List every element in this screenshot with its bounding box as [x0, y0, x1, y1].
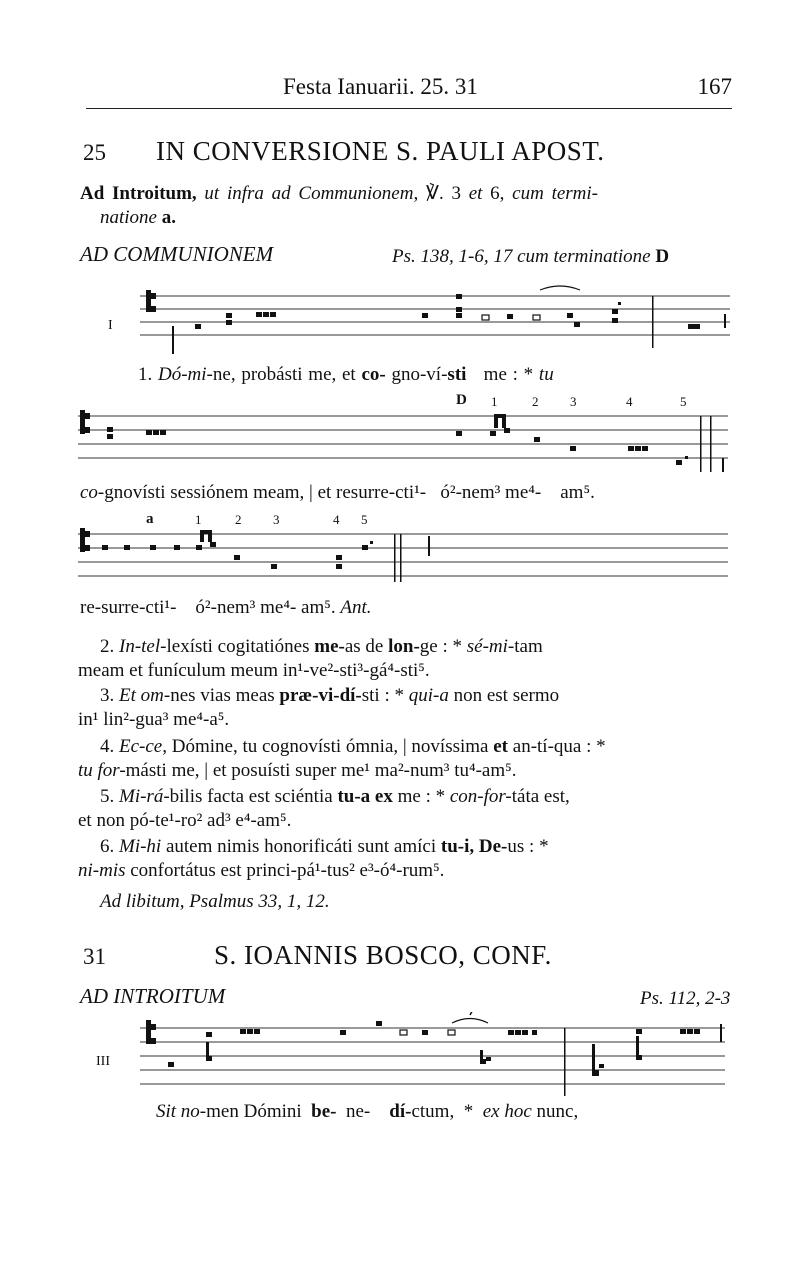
instruction-number: 6,: [490, 183, 505, 204]
termination-letter: D: [655, 246, 670, 267]
verse-number: 4.: [100, 736, 115, 757]
verse-accent: lon-: [388, 636, 420, 657]
psalm-verse-2: [100, 635, 543, 659]
verse-text: bilis facta est sciéntia: [169, 786, 333, 807]
instruction-ref: ut infra ad Communionem,: [204, 183, 419, 204]
verse-text: con-for-: [449, 786, 512, 807]
lyric-accent: sti: [447, 364, 467, 385]
chant-staff-3: [78, 522, 732, 590]
verse-text: ge : *: [419, 636, 463, 657]
termination-marker: a: [146, 511, 154, 527]
verse-text: me : *: [397, 786, 446, 807]
verse-text: qui-a: [408, 685, 449, 706]
communion-psalm-ref: [392, 245, 669, 269]
section-title: IN CONVERSIONE S. PAULI APOST.: [156, 136, 605, 166]
cadence-marker: 4: [626, 394, 633, 409]
verse-accent: tu-: [337, 786, 361, 807]
instruction-word: et: [468, 183, 483, 204]
lyric-syllable: Dó-mi-: [158, 364, 213, 385]
lyric-text: me⁴- am⁵.: [260, 597, 336, 618]
instruction-word: natione: [100, 207, 157, 228]
ad-libitum-note: Ad libitum, Psalmus 33, 1, 12.: [100, 891, 330, 912]
verse-text: as de: [344, 636, 384, 657]
verse-text: sé-mi-: [466, 636, 515, 657]
lyric-text: gnovísti sessiónem meam, | et resurre-cti¹-: [104, 482, 427, 503]
verse-number: 3.: [100, 685, 115, 706]
cadence-marker: 1: [195, 512, 202, 527]
header-title: Festa Ianuarii. 25. 31: [283, 74, 478, 99]
verse-text: us : *: [507, 836, 549, 857]
verse-continuation: et non pó-te¹-ro² ad³ e⁴-am⁵.: [78, 810, 292, 831]
lyric-text: gno-ví-: [391, 364, 448, 385]
lyric-text: Sit no-: [156, 1101, 207, 1122]
verse-text: táta est,: [511, 786, 570, 807]
lyric-text: nunc,: [536, 1101, 579, 1122]
verse-text: nes vias meas: [170, 685, 275, 706]
cadence-marker: 2: [532, 394, 539, 409]
verse-text: qua : *: [553, 736, 606, 757]
verse-text: másti me, | et posuísti super me¹ ma²-num³ tu⁴-am⁵.: [125, 760, 517, 781]
mode-number: III: [96, 1054, 110, 1069]
lyric-text: ne, probásti me, et: [212, 364, 356, 385]
psalm-verse-6: [100, 835, 549, 859]
header-rule: [86, 108, 732, 109]
verse-text: Mi-rá-: [119, 786, 170, 807]
cadence-marker: 5: [680, 394, 687, 409]
chant-staff-4: [140, 1012, 732, 1096]
mode-number: I: [108, 318, 113, 333]
section-number: 25: [83, 140, 106, 165]
page-number: 167: [697, 74, 732, 99]
antiphon-cue: Ant.: [340, 597, 372, 618]
lyric-text: ne-: [346, 1101, 371, 1122]
asterisk: *: [463, 1101, 474, 1122]
verse-accent: a: [360, 786, 371, 807]
chant-lyrics-4: [156, 1101, 578, 1123]
cadence-marker: 3: [273, 512, 280, 527]
verse-accent: De-: [478, 836, 508, 857]
communion-caption: AD COMMUNIONEM: [80, 242, 274, 266]
section-title: S. IOANNIS BOSCO, CONF.: [214, 940, 552, 970]
instruction-word: cum termi-: [512, 183, 599, 204]
verse-accent: tu-: [440, 836, 465, 857]
verse-text: Mi-hi: [119, 836, 162, 857]
lyric-text: ex hoc: [482, 1101, 532, 1122]
verse-text: Et om-: [119, 685, 171, 706]
verse-number: 6.: [100, 836, 115, 857]
introit-psalm-ref: Ps. 112, 2-3: [640, 988, 731, 1009]
cadence-marker: 1: [491, 394, 498, 409]
instruction-label: Ad Introitum,: [80, 183, 197, 204]
verse-text: ni-mis: [78, 860, 126, 881]
lyric-text: tu: [538, 364, 554, 385]
lyric-text: ó²-nem³: [195, 597, 256, 618]
verse-accent: ex: [374, 786, 393, 807]
verse-number: 5.: [100, 786, 115, 807]
lyric-text: ctum,: [411, 1101, 455, 1122]
psalm-verse-4: [100, 735, 606, 759]
verse-continuation: in¹ lin²-gua³ me⁴-a⁵.: [78, 709, 230, 730]
instruction-termination: a.: [161, 207, 176, 228]
lyric-text: ó²-nem³ me⁴-: [440, 482, 542, 503]
lyric-text: re-surre-cti¹-: [80, 597, 177, 618]
verse-text: sti : *: [361, 685, 404, 706]
lyric-accent: dí-: [389, 1101, 412, 1122]
lyric-text: me :: [483, 364, 518, 385]
asterisk: *: [523, 364, 534, 385]
cadence-marker: 4: [333, 512, 340, 527]
lyric-accent: be-: [311, 1101, 337, 1122]
verse-text: Ec-ce,: [119, 736, 167, 757]
introit-caption: AD INTROITUM: [80, 984, 226, 1008]
verse-text: autem nimis honorificáti sunt amíci: [165, 836, 437, 857]
psalm-verse-3: [100, 684, 559, 708]
lyric-text: men Dómini: [206, 1101, 302, 1122]
running-header: [86, 74, 732, 108]
lyric-text: am⁵.: [560, 482, 595, 503]
verse-text: an-tí-: [512, 736, 554, 757]
chant-lyrics-3: [80, 597, 372, 619]
lyric-syllable: co-: [80, 482, 105, 503]
introit-instruction-cont: [100, 206, 176, 230]
verse-accent: præ-vi-dí-: [279, 685, 362, 706]
verse-text: Dómine, tu cognovísti ómnia, | novíssima: [171, 736, 489, 757]
chant-lyrics-2: [80, 482, 595, 504]
section-number: 31: [83, 944, 106, 969]
verse-number: 1.: [138, 364, 153, 385]
verse-text: lexísti cogitatiónes: [166, 636, 310, 657]
cadence-marker: 2: [235, 512, 242, 527]
verse-text: tu for-: [78, 760, 126, 781]
verse-text: In-tel-: [119, 636, 167, 657]
verse-accent: i,: [464, 836, 475, 857]
lyric-accent: co-: [361, 364, 386, 385]
termination-marker: D: [456, 392, 467, 408]
chant-staff-1: [140, 284, 732, 364]
verse-number: 2.: [100, 636, 115, 657]
introit-instruction: [80, 182, 598, 206]
verse-text: non est sermo: [453, 685, 560, 706]
instruction-verse: ℣. 3: [425, 183, 461, 204]
cadence-marker: 5: [361, 512, 368, 527]
psalm-verse-5: [100, 785, 570, 809]
verse-continuation: [78, 759, 517, 783]
verse-accent: et: [493, 736, 509, 757]
verse-accent: me-: [314, 636, 345, 657]
cadence-marker: 3: [570, 394, 577, 409]
chant-staff-2: [78, 404, 732, 478]
verse-continuation: [78, 859, 444, 883]
chant-lyrics-1: [138, 364, 554, 386]
verse-text: confortátus est princi-pá¹-tus² e³-ó⁴-rum⁵.: [130, 860, 445, 881]
psalm-ref-text: Ps. 138, 1-6, 17 cum terminatione: [392, 246, 651, 267]
verse-text: tam: [514, 636, 543, 657]
verse-continuation: meam et funículum meum in¹-ve²-sti³-gá⁴-sti⁵.: [78, 660, 430, 681]
